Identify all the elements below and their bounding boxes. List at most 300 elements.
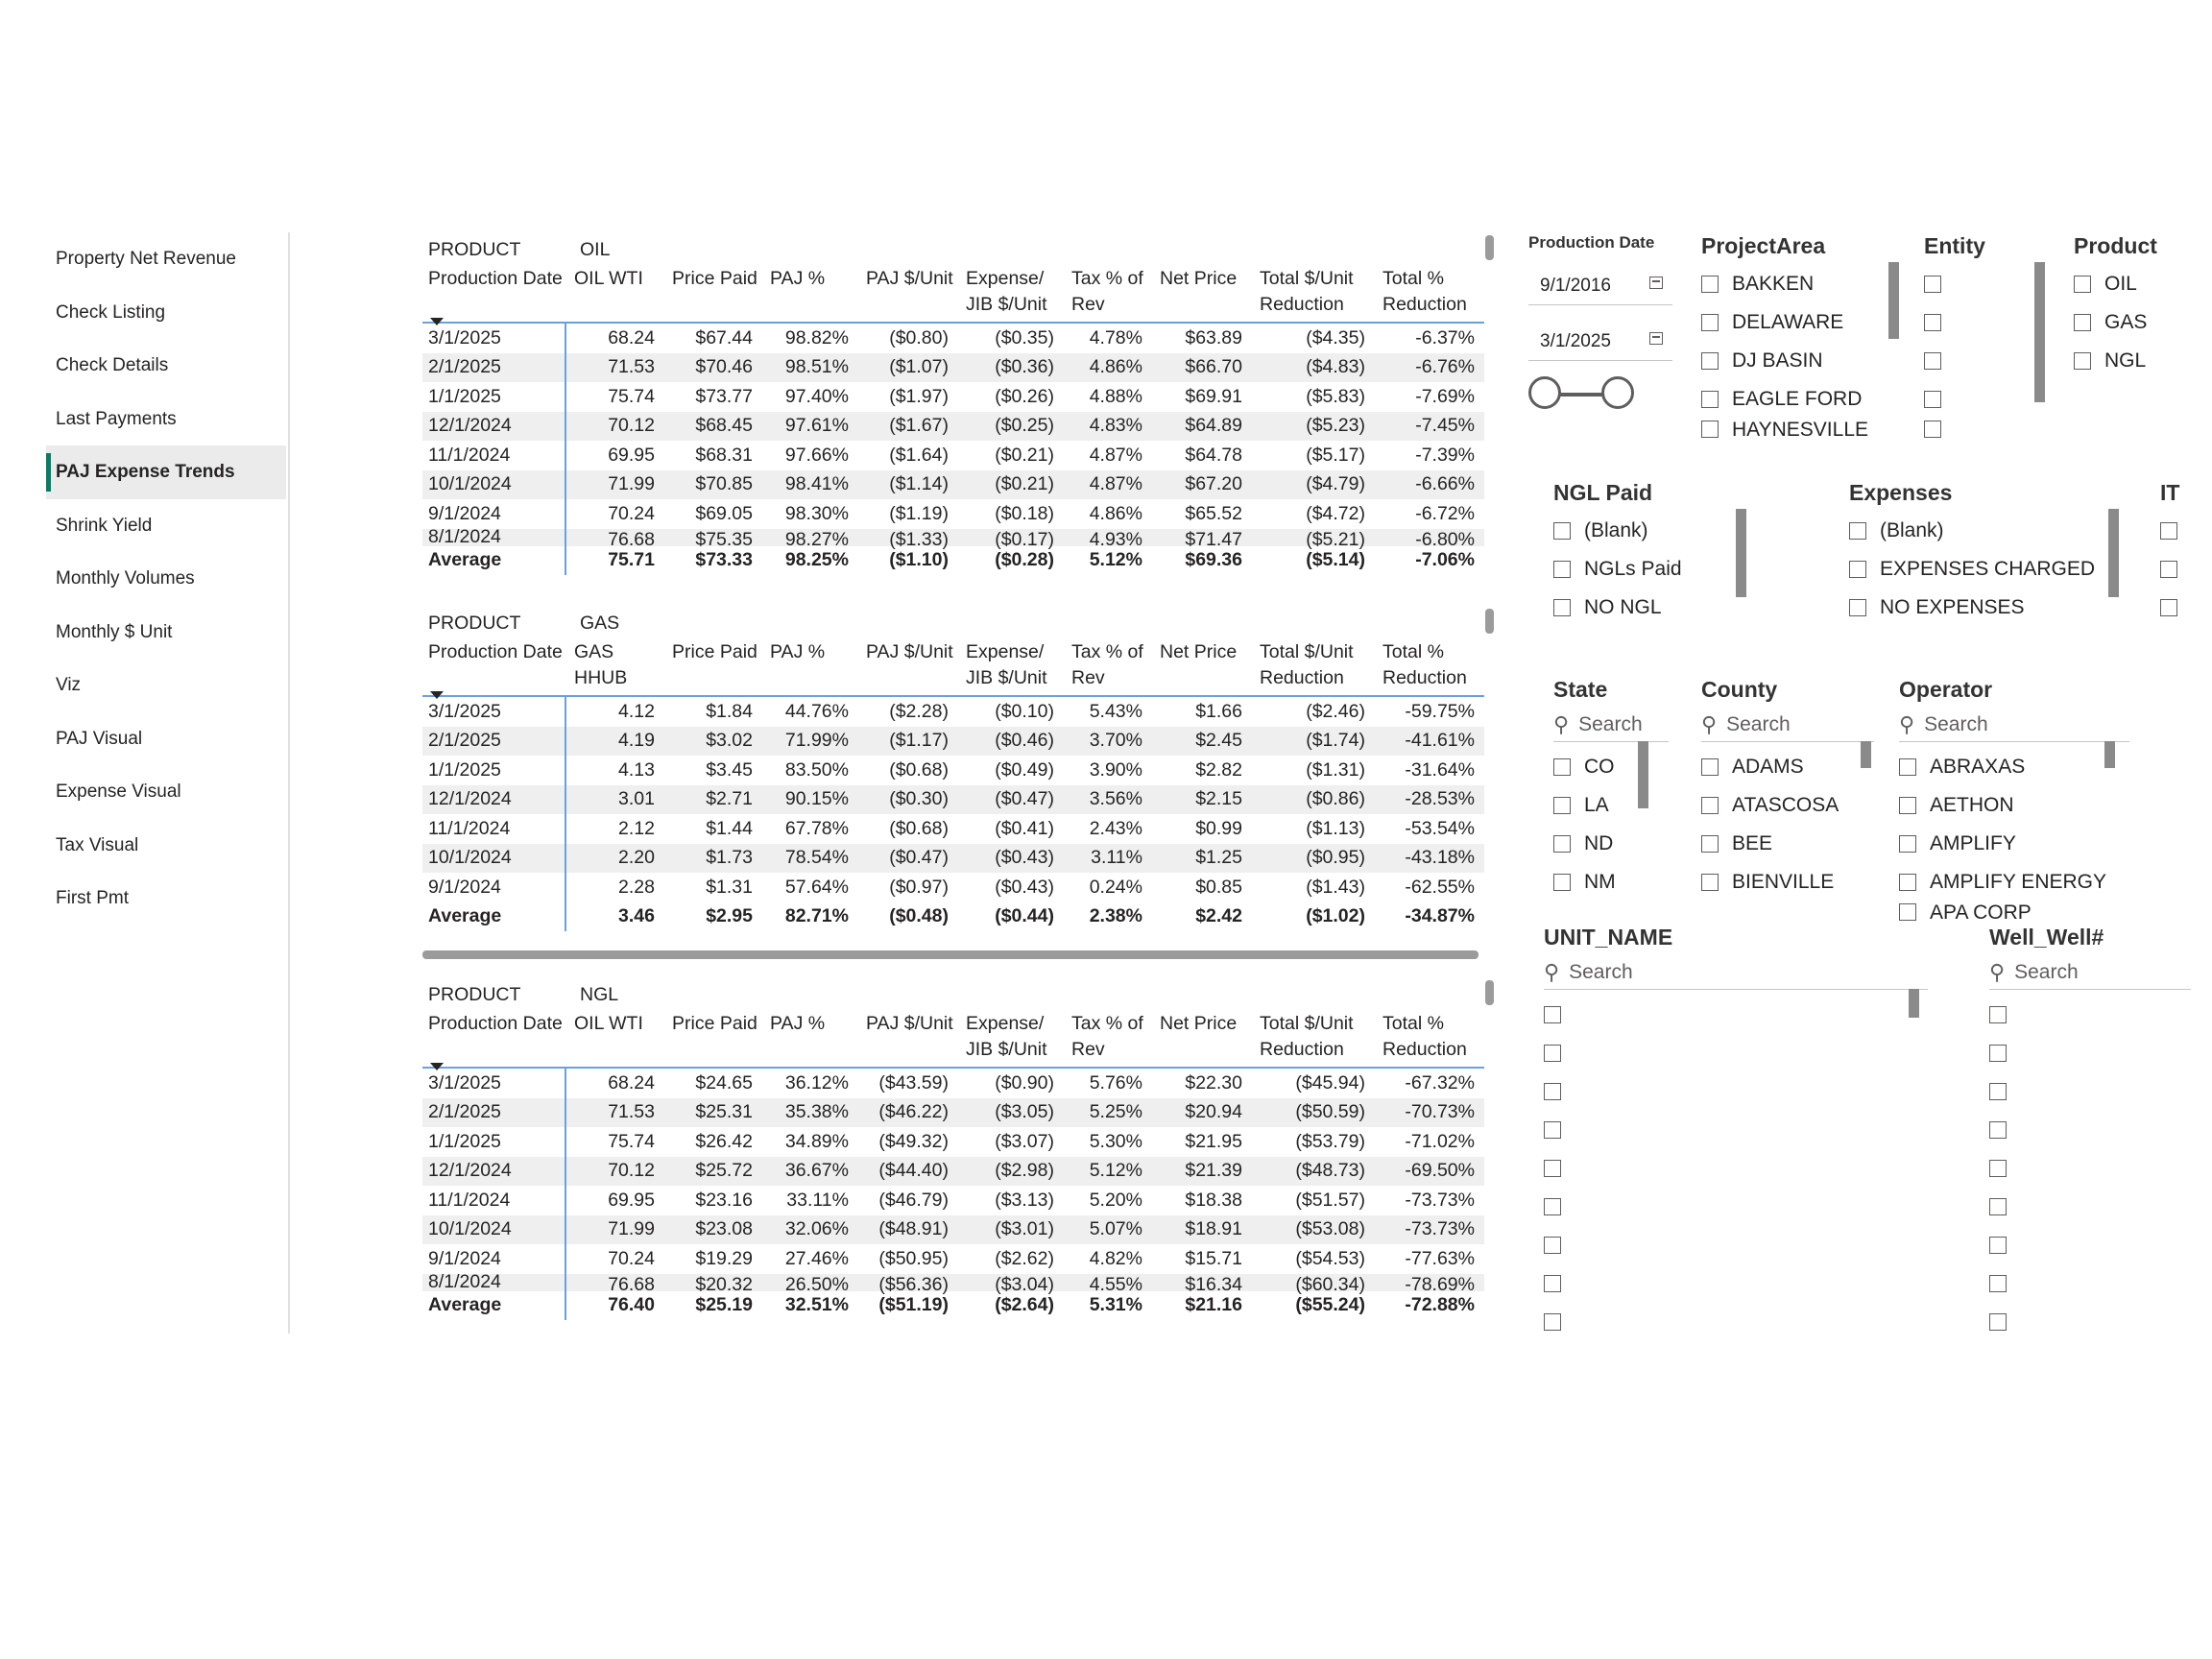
column-header-label: Total % Reduction (1382, 641, 1467, 688)
range-start-handle[interactable] (1528, 376, 1561, 409)
slicer-option[interactable] (1544, 1111, 1928, 1149)
column-header-row (422, 264, 1484, 324)
column-header[interactable] (858, 264, 958, 322)
checkbox[interactable] (2074, 276, 2091, 293)
value-cell: ($5.21) (1306, 528, 1365, 550)
value-cell: 5.76% (1089, 1071, 1142, 1094)
value-cell: 4.82% (1089, 1247, 1142, 1269)
value-cell: $2.71 (706, 788, 753, 810)
value-cell: -69.50% (1405, 1160, 1475, 1182)
nav-item[interactable]: Shrink Yield (56, 515, 153, 536)
column-header[interactable] (762, 264, 858, 322)
slicer-option[interactable] (1924, 342, 2020, 380)
checkbox[interactable] (1544, 1160, 1561, 1177)
row-date-cell: 11/1/2024 (422, 1186, 566, 1215)
calendar-icon[interactable] (1649, 332, 1663, 345)
checkbox[interactable] (1989, 1198, 2007, 1215)
state-scrollbar[interactable] (1638, 741, 1648, 808)
value-cell: 36.12% (784, 1071, 849, 1094)
value-cell: ($48.91) (878, 1218, 949, 1240)
value-cell: 76.68 (608, 1273, 655, 1295)
option-label: NGL (2104, 349, 2147, 372)
checkbox[interactable] (1849, 522, 1866, 540)
slicer-option[interactable] (1544, 1264, 1928, 1303)
operator-scrollbar[interactable] (2104, 741, 2115, 768)
value-cell: 98.82% (784, 326, 849, 349)
value-cell: 4.12 (618, 700, 655, 722)
checkbox[interactable] (1989, 1121, 2007, 1139)
value-cell: $69.36 (1185, 549, 1242, 571)
column-header-label: Total $/Unit Reduction (1260, 1013, 1354, 1060)
value-cell: 4.86% (1089, 356, 1142, 378)
slicer-option[interactable] (1544, 1034, 1928, 1072)
slicer-option[interactable] (1989, 1188, 2191, 1226)
slicer-option[interactable] (1544, 1072, 1928, 1111)
value-cell: $23.08 (695, 1218, 753, 1240)
checkbox[interactable] (1701, 314, 1719, 331)
slicer-option[interactable] (1701, 863, 1874, 902)
checkbox[interactable] (1553, 758, 1571, 776)
value-cell: ($1.43) (1306, 876, 1365, 898)
slicer-option[interactable] (2074, 303, 2208, 342)
matrix-body (422, 1069, 1484, 1320)
value-cell: ($0.21) (995, 444, 1054, 466)
value-cell: $18.38 (1185, 1189, 1242, 1211)
slicer-option[interactable] (1989, 1111, 2191, 1149)
column-header[interactable] (422, 637, 566, 695)
value-cell: 3.01 (618, 788, 655, 810)
value-cell: ($46.79) (878, 1189, 949, 1211)
column-header-label: Price Paid (672, 1013, 757, 1034)
slicer-option[interactable] (1553, 512, 1745, 550)
product-line (422, 235, 1484, 264)
value-cell: 57.64% (784, 876, 849, 898)
column-header[interactable] (1152, 264, 1252, 322)
checkbox[interactable] (1924, 421, 1941, 438)
value-cell: 4.88% (1089, 385, 1142, 407)
value-cell: ($2.28) (889, 700, 949, 722)
product-label: PRODUCT (428, 983, 521, 1005)
checkbox[interactable] (1553, 522, 1571, 540)
table-row (422, 1244, 1484, 1274)
column-header[interactable] (664, 264, 762, 322)
checkbox[interactable] (1544, 1121, 1561, 1139)
checkbox[interactable] (1701, 758, 1719, 776)
value-cell: -7.45% (1415, 415, 1475, 437)
value-cell: 98.27% (784, 528, 849, 550)
expenses-scrollbar[interactable] (2108, 509, 2119, 597)
checkbox[interactable] (1701, 835, 1719, 853)
row-date-cell: 9/1/2024 (422, 873, 566, 902)
row-date-cell: 3/1/2025 (422, 1069, 566, 1098)
nav-item[interactable]: Check Details (56, 355, 169, 375)
slicer-option[interactable] (2160, 550, 2208, 589)
nav-item[interactable]: First Pmt (56, 888, 129, 908)
checkbox[interactable] (2160, 599, 2177, 616)
value-cell: -31.64% (1405, 758, 1475, 781)
slicer-option[interactable] (1989, 1303, 2191, 1341)
slicer-option[interactable] (1553, 825, 1669, 863)
value-cell: ($0.26) (995, 385, 1054, 407)
checkbox[interactable] (2074, 352, 2091, 370)
slicer-option[interactable] (1899, 902, 2129, 924)
column-header-label: OIL WTI (574, 268, 643, 289)
row-date-cell: 11/1/2024 (422, 441, 566, 470)
value-cell: 71.53 (608, 356, 655, 378)
oil-matrix-scrollbar[interactable] (1485, 235, 1494, 260)
slicer-option[interactable] (1924, 419, 2020, 436)
value-cell: 4.87% (1089, 473, 1142, 495)
project-area-scrollbar[interactable] (1888, 262, 1899, 339)
slicer-option[interactable] (1849, 512, 2099, 550)
value-cell: ($46.22) (878, 1101, 949, 1123)
date-range-slider[interactable] (1528, 374, 1634, 415)
county-scrollbar[interactable] (1861, 741, 1871, 768)
value-cell: 4.55% (1089, 1273, 1142, 1295)
value-cell: 2.38% (1089, 905, 1142, 927)
checkbox[interactable] (1989, 1275, 2007, 1292)
column-header-label: Total $/Unit Reduction (1260, 641, 1354, 688)
slicer-option[interactable] (1544, 996, 1928, 1034)
nav-item[interactable]: Expense Visual (56, 781, 181, 802)
slicer-option[interactable] (1544, 1149, 1928, 1188)
slicer-option[interactable] (1701, 786, 1874, 825)
checkbox[interactable] (1899, 903, 1916, 921)
checkbox[interactable] (1553, 599, 1571, 616)
nav-item[interactable]: PAJ Expense Trends (46, 445, 286, 499)
option-label: ABRAXAS (1930, 756, 2026, 778)
value-cell: 97.66% (784, 444, 849, 466)
nav-item[interactable]: PAJ Visual (56, 728, 143, 749)
slicer-option[interactable] (1924, 303, 2020, 342)
slicer-option[interactable] (1849, 550, 2099, 589)
checkbox[interactable] (2160, 522, 2177, 540)
column-header[interactable] (1064, 1009, 1152, 1067)
checkbox[interactable] (1989, 1083, 2007, 1100)
column-header[interactable] (1375, 264, 1484, 322)
checkbox[interactable] (1701, 391, 1719, 408)
slicer-search-input[interactable] (1899, 709, 2129, 742)
slicer-option[interactable] (1899, 748, 2129, 786)
column-header[interactable] (566, 264, 664, 322)
slicer-search-input[interactable] (1989, 956, 2191, 990)
option-label: BIENVILLE (1732, 871, 1835, 893)
table-row (422, 353, 1484, 383)
value-cell: ($1.19) (889, 502, 949, 524)
value-cell: ($2.64) (995, 1294, 1054, 1316)
slicer-option[interactable] (2074, 342, 2208, 380)
column-header[interactable] (958, 637, 1064, 695)
slicer-option[interactable] (1553, 550, 1745, 589)
checkbox[interactable] (1989, 1313, 2007, 1331)
checkbox[interactable] (2074, 314, 2091, 331)
sort-descending-icon[interactable] (430, 691, 444, 699)
value-cell: 68.24 (608, 326, 655, 349)
table-row (422, 1127, 1484, 1157)
slicer-option[interactable] (1899, 786, 2129, 825)
nav-item[interactable]: Monthly Volumes (56, 568, 195, 589)
slicer-option[interactable] (1989, 1072, 2191, 1111)
value-cell: ($0.95) (1306, 847, 1365, 869)
column-header-label: PAJ $/Unit (866, 268, 953, 289)
value-cell: $3.45 (706, 758, 753, 781)
checkbox[interactable] (1544, 1237, 1561, 1254)
slicer-option[interactable] (1701, 342, 1893, 380)
page-navigation (46, 232, 286, 926)
value-cell: 2.28 (618, 876, 655, 898)
value-cell: ($1.67) (889, 415, 949, 437)
checkbox[interactable] (1553, 797, 1571, 814)
slicer-option[interactable] (1544, 1226, 1928, 1264)
slicer-option[interactable] (1553, 786, 1669, 825)
slicer-option[interactable] (1989, 1264, 2191, 1303)
value-cell: ($0.21) (995, 473, 1054, 495)
slicer-option[interactable] (2074, 265, 2208, 303)
table-row (422, 441, 1484, 470)
slicer-option[interactable] (1924, 380, 2020, 419)
value-cell: -6.37% (1415, 326, 1475, 349)
column-header[interactable] (664, 637, 762, 695)
checkbox[interactable] (1701, 352, 1719, 370)
checkbox[interactable] (1553, 874, 1571, 891)
slicer-option[interactable] (1701, 303, 1893, 342)
value-cell: ($53.08) (1295, 1218, 1365, 1240)
column-header[interactable] (566, 637, 664, 695)
range-end-handle[interactable] (1601, 376, 1634, 409)
column-header[interactable] (762, 1009, 858, 1067)
column-header-row (422, 1009, 1484, 1069)
ngl-paid-scrollbar[interactable] (1736, 509, 1746, 597)
slicer-search-input[interactable] (1544, 956, 1928, 990)
checkbox[interactable] (1701, 421, 1719, 438)
column-header[interactable] (566, 1009, 664, 1067)
checkbox[interactable] (1924, 276, 1941, 293)
option-label: OIL (2104, 273, 2137, 295)
value-cell: $2.42 (1195, 905, 1242, 927)
column-header[interactable] (1152, 637, 1252, 695)
slicer-title: Well_Well# (1989, 925, 2104, 950)
checkbox[interactable] (1544, 1083, 1561, 1100)
checkbox[interactable] (1544, 1275, 1561, 1292)
value-cell: ($50.95) (878, 1247, 949, 1269)
column-header-label: Production Date (428, 1013, 563, 1034)
value-cell: $25.72 (695, 1160, 753, 1182)
checkbox[interactable] (1924, 314, 1941, 331)
value-cell: 4.86% (1089, 502, 1142, 524)
county-slicer (1701, 677, 1874, 907)
column-header-label: Total % Reduction (1382, 268, 1467, 315)
column-header[interactable] (1064, 264, 1152, 322)
checkbox[interactable] (1701, 797, 1719, 814)
checkbox[interactable] (1924, 352, 1941, 370)
column-header[interactable] (762, 637, 858, 695)
value-cell: $65.52 (1185, 502, 1242, 524)
calendar-icon[interactable] (1649, 276, 1663, 289)
value-cell: ($0.46) (995, 730, 1054, 752)
slicer-option[interactable] (1899, 825, 2129, 863)
unit-name-scrollbar[interactable] (1909, 989, 1919, 1018)
value-cell: $69.05 (695, 502, 753, 524)
column-header[interactable] (664, 1009, 762, 1067)
table-row (422, 1098, 1484, 1128)
value-cell: $67.44 (695, 326, 753, 349)
value-cell: 5.12% (1089, 1160, 1142, 1182)
value-cell: ($0.28) (995, 549, 1054, 571)
nav-item[interactable]: Tax Visual (56, 834, 139, 855)
value-cell: 97.40% (784, 385, 849, 407)
column-header[interactable] (1252, 1009, 1375, 1067)
nav-item[interactable]: Viz (56, 675, 82, 695)
slicer-option[interactable] (1989, 996, 2191, 1034)
table-row (422, 756, 1484, 785)
value-cell: $21.16 (1185, 1294, 1242, 1316)
slicer-search-input[interactable] (1553, 709, 1669, 742)
slicer-option[interactable] (1989, 1149, 2191, 1188)
checkbox[interactable] (1553, 561, 1571, 578)
row-date-cell: 1/1/2025 (422, 1127, 566, 1157)
search-placeholder: Search (1726, 713, 1791, 735)
start-date-input[interactable] (1528, 267, 1672, 305)
slicer-option[interactable] (1553, 748, 1669, 786)
value-cell: ($1.31) (1306, 758, 1365, 781)
value-cell: -6.76% (1415, 356, 1475, 378)
value-cell: ($0.41) (995, 817, 1054, 839)
value-cell: ($1.10) (889, 549, 949, 571)
value-cell: $2.82 (1195, 758, 1242, 781)
nav-item[interactable]: Last Payments (56, 408, 177, 429)
entity-scrollbar[interactable] (2034, 262, 2045, 402)
value-cell: 4.19 (618, 730, 655, 752)
value-cell: -72.88% (1405, 1294, 1475, 1316)
end-date-input[interactable] (1528, 323, 1672, 361)
slicer-option[interactable] (1701, 380, 1893, 419)
checkbox[interactable] (1899, 758, 1916, 776)
checkbox[interactable] (1701, 276, 1719, 293)
row-date-cell: 9/1/2024 (422, 1244, 566, 1274)
slicer-option[interactable] (1701, 419, 1893, 441)
value-cell: 5.31% (1089, 1294, 1142, 1316)
column-header[interactable] (1252, 264, 1375, 322)
value-cell: ($5.23) (1306, 415, 1365, 437)
value-cell: -67.32% (1405, 1071, 1475, 1094)
value-cell: $70.85 (695, 473, 753, 495)
column-header[interactable] (1375, 1009, 1484, 1067)
column-header[interactable] (1152, 1009, 1252, 1067)
value-cell: 70.24 (608, 502, 655, 524)
option-label: BAKKEN (1732, 273, 1815, 295)
value-cell: ($1.74) (1306, 730, 1365, 752)
row-date-cell: 3/1/2025 (422, 697, 566, 727)
gas-matrix-scrollbar[interactable] (1485, 609, 1494, 634)
slicer-option[interactable] (1544, 1188, 1928, 1226)
checkbox[interactable] (1544, 1198, 1561, 1215)
checkbox[interactable] (1849, 561, 1866, 578)
checkbox[interactable] (1899, 874, 1916, 891)
checkbox[interactable] (1989, 1160, 2007, 1177)
nav-item[interactable]: Property Net Revenue (56, 249, 236, 269)
slicer-option[interactable] (1989, 1034, 2191, 1072)
checkbox[interactable] (1553, 835, 1571, 853)
slicer-option[interactable] (1899, 863, 2129, 902)
value-cell: ($51.19) (878, 1294, 949, 1316)
checkbox[interactable] (1899, 797, 1916, 814)
column-header[interactable] (422, 1009, 566, 1067)
checkbox[interactable] (2160, 561, 2177, 578)
checkbox[interactable] (1899, 835, 1916, 853)
checkbox[interactable] (1989, 1045, 2007, 1062)
value-cell: $1.84 (706, 700, 753, 722)
column-header[interactable] (1252, 637, 1375, 695)
value-cell: ($3.04) (995, 1273, 1054, 1295)
nav-item[interactable]: Monthly $ Unit (56, 621, 173, 642)
slicer-option[interactable] (1544, 1303, 1928, 1341)
gas-matrix-horizontal-scrollbar[interactable] (422, 950, 1479, 959)
sort-descending-icon[interactable] (430, 1063, 444, 1070)
column-header[interactable] (858, 1009, 958, 1067)
slicer-option[interactable] (1701, 265, 1893, 303)
value-cell: 2.12 (618, 817, 655, 839)
value-cell: ($3.05) (995, 1101, 1054, 1123)
column-header[interactable] (958, 1009, 1064, 1067)
start-date-value: 9/1/2016 (1540, 275, 1611, 296)
value-cell: ($4.72) (1306, 502, 1365, 524)
slicer-option[interactable] (1553, 589, 1745, 627)
slicer-option[interactable] (2160, 512, 2208, 550)
ngl-matrix-scrollbar[interactable] (1485, 980, 1494, 1005)
value-cell: ($55.24) (1295, 1294, 1365, 1316)
value-cell: 26.50% (784, 1273, 849, 1295)
slicer-option[interactable] (1989, 1226, 2191, 1264)
value-cell: ($2.62) (995, 1247, 1054, 1269)
slicer-option[interactable] (1924, 265, 2020, 303)
column-header[interactable] (422, 264, 566, 322)
average-row (422, 902, 1484, 932)
column-header[interactable] (858, 637, 958, 695)
column-header[interactable] (1375, 637, 1484, 695)
column-header[interactable] (958, 264, 1064, 322)
table-row (422, 526, 1484, 550)
value-cell: $68.31 (695, 444, 753, 466)
value-cell: $69.91 (1185, 385, 1242, 407)
expenses-slicer (1849, 480, 2099, 627)
nav-item[interactable]: Check Listing (56, 301, 166, 323)
checkbox[interactable] (1544, 1045, 1561, 1062)
checkbox[interactable] (1544, 1006, 1561, 1023)
checkbox[interactable] (1544, 1313, 1561, 1331)
table-row (422, 1215, 1484, 1245)
value-cell: ($0.47) (995, 788, 1054, 810)
checkbox[interactable] (1989, 1237, 2007, 1254)
slicer-option[interactable] (1849, 589, 2099, 627)
slicer-option[interactable] (1553, 863, 1669, 902)
value-cell: -62.55% (1405, 876, 1475, 898)
column-header[interactable] (1064, 637, 1152, 695)
checkbox[interactable] (1924, 391, 1941, 408)
matrix-body (422, 324, 1484, 575)
sort-descending-icon[interactable] (430, 318, 444, 325)
value-cell: -34.87% (1405, 905, 1475, 927)
slicer-option[interactable] (2160, 589, 2208, 627)
option-label: AMPLIFY ENERGY (1930, 871, 2106, 893)
slicer-option[interactable] (1701, 825, 1874, 863)
value-cell: 68.24 (608, 1071, 655, 1094)
checkbox[interactable] (1849, 599, 1866, 616)
slicer-option[interactable] (1701, 748, 1874, 786)
checkbox[interactable] (1989, 1006, 2007, 1023)
slicer-search-input[interactable] (1701, 709, 1874, 742)
value-cell: $23.16 (695, 1189, 753, 1211)
checkbox[interactable] (1701, 874, 1719, 891)
